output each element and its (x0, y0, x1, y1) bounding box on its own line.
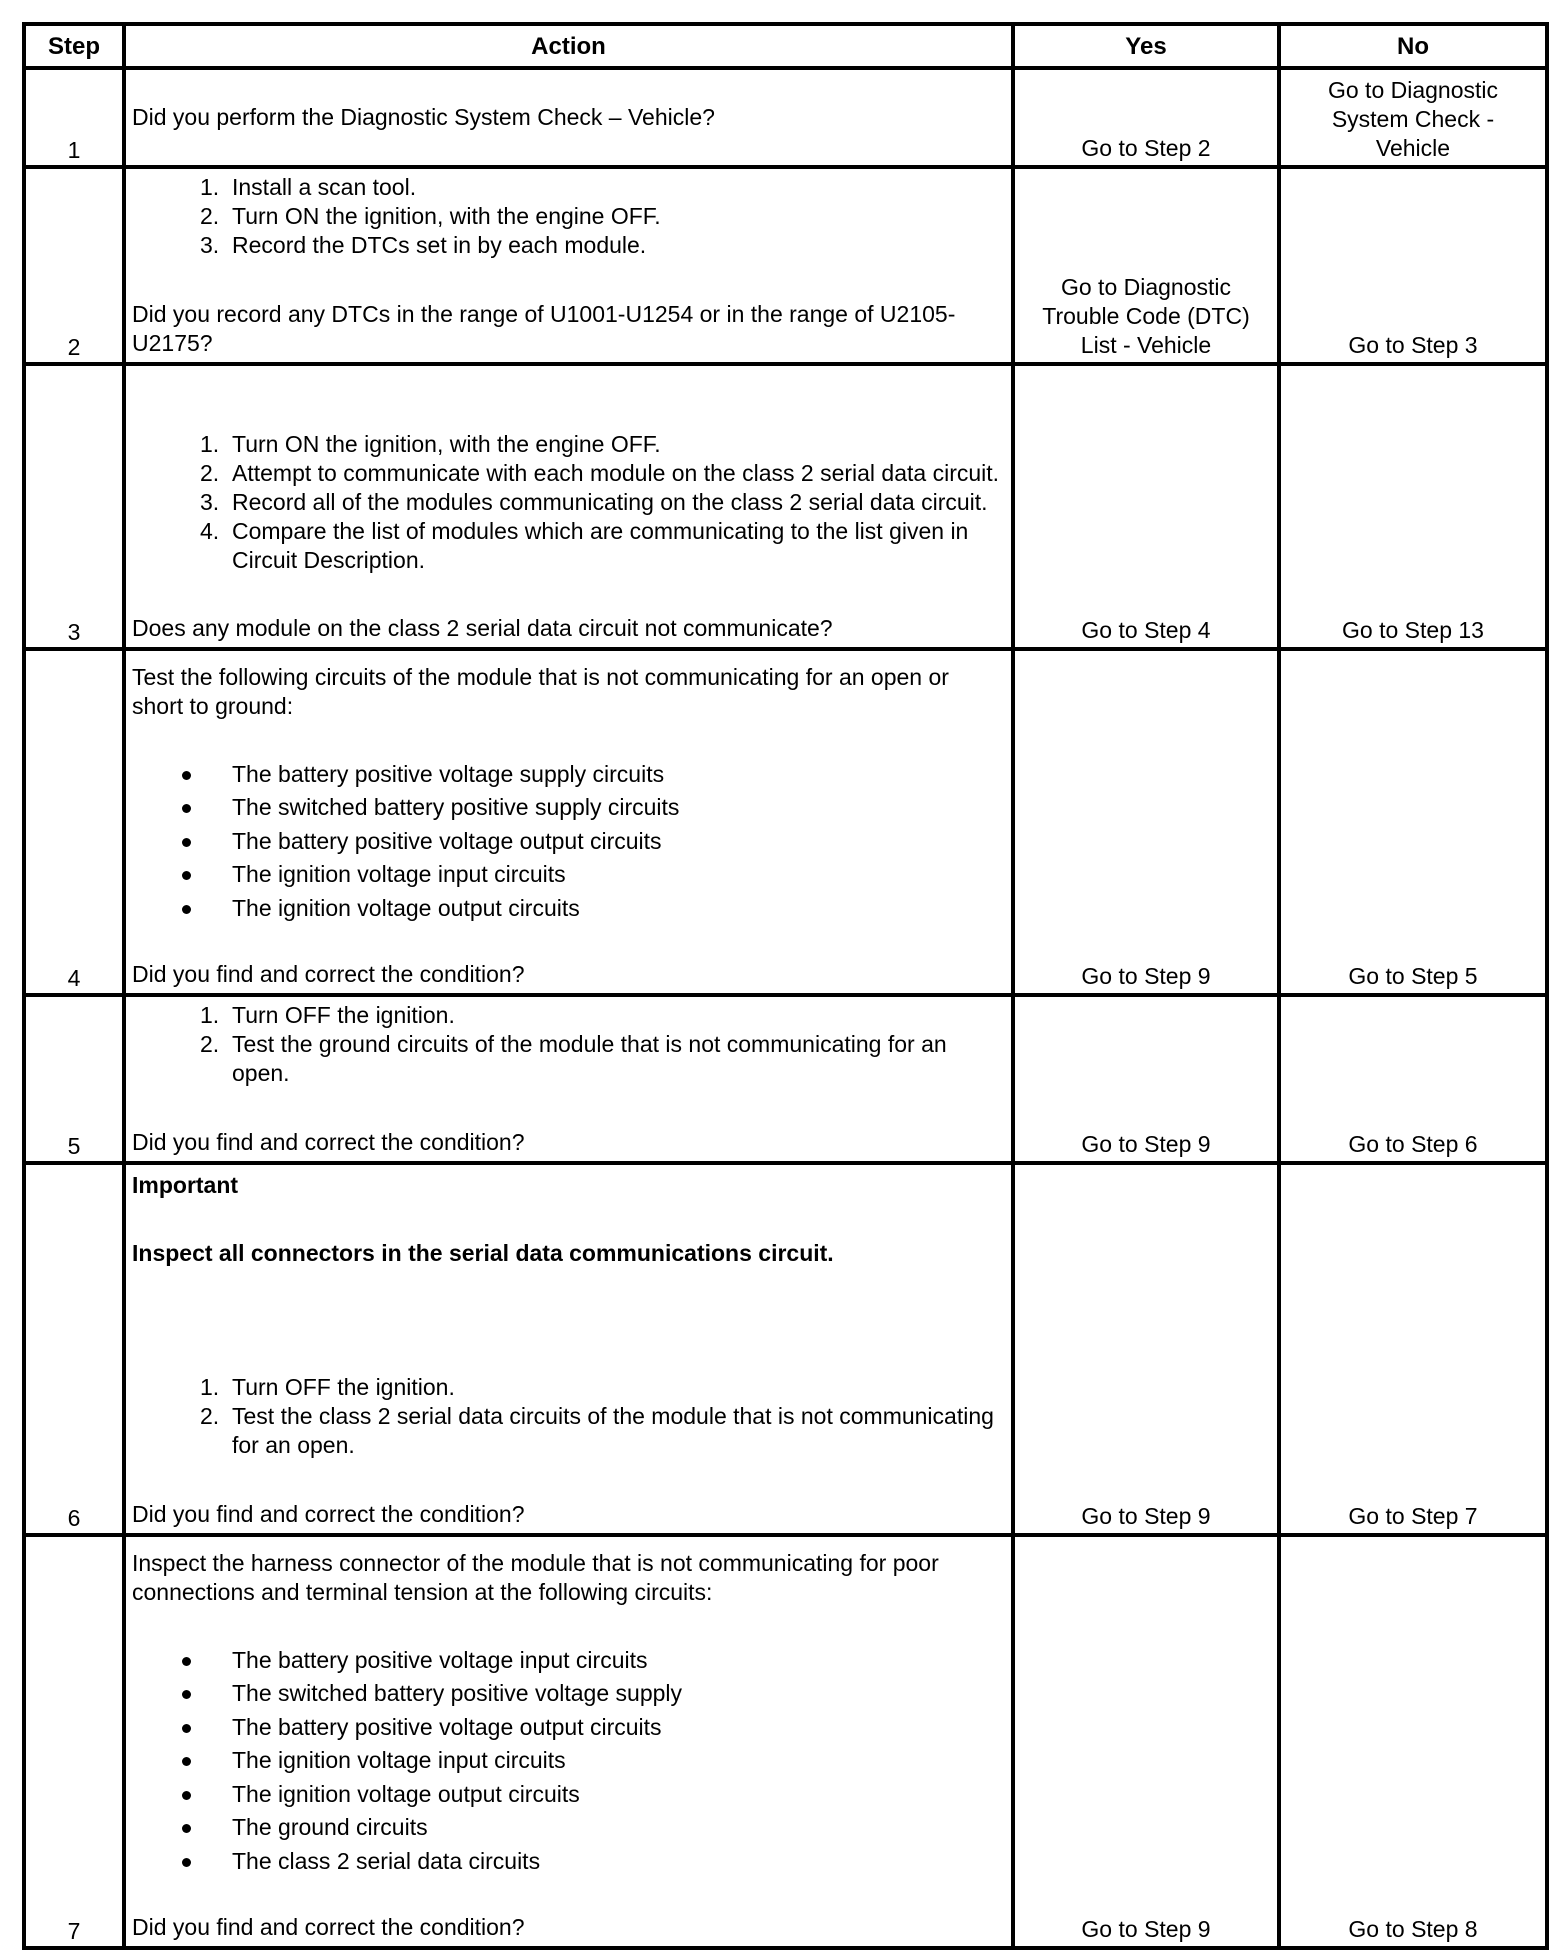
question: Did you find and correct the condition? (132, 1501, 525, 1527)
yes-cell: Go to Step 9 (1013, 1535, 1279, 1948)
list-item: 2. Test the ground circuits of the module that is not communicating for an open. (200, 1031, 947, 1086)
list-item: The ignition voltage output circuits (132, 892, 1001, 926)
numbered-steps (132, 1001, 1001, 1088)
table-row (24, 68, 1547, 167)
action-cell (124, 364, 1013, 649)
header-no: No (1279, 24, 1547, 68)
question: Did you find and correct the condition? (132, 1129, 525, 1155)
step-number: 1 (24, 68, 124, 167)
list-item: 1. Install a scan tool. (200, 174, 417, 200)
step-number: 6 (24, 1163, 124, 1535)
list-item: The battery positive voltage output circuits (132, 1711, 1001, 1745)
step-number: 3 (24, 364, 124, 649)
yes-cell: Go to Step 9 (1013, 649, 1279, 995)
step-number: 5 (24, 995, 124, 1163)
action-cell (124, 649, 1013, 995)
list-item: 1. Turn OFF the ignition. (200, 1002, 455, 1028)
intro-text: Inspect the harness connector of the module that is not communicating for poor connections and terminal tension at the following circuits: (132, 1549, 939, 1605)
table-row (24, 364, 1547, 649)
yes-cell: Go to Step 4 (1013, 364, 1279, 649)
list-item: 1. Turn ON the ignition, with the engine OFF. (200, 431, 661, 457)
list-item: 2. Test the class 2 serial data circuits of the module that is not communicating for an open. (200, 1403, 994, 1458)
list-item: The switched battery positive supply circuits (132, 791, 1001, 825)
header-step: Step (24, 24, 124, 68)
table-row (24, 649, 1547, 995)
bullet-list (132, 758, 1001, 926)
question: Did you find and correct the condition? (132, 961, 525, 987)
diagnostic-table (22, 22, 1549, 1950)
action-cell (124, 68, 1013, 167)
action-cell (124, 167, 1013, 364)
table-row (24, 1163, 1547, 1535)
step-number: 2 (24, 167, 124, 364)
table-row (24, 1535, 1547, 1948)
numbered-steps (132, 173, 1001, 260)
list-item: The ignition voltage output circuits (132, 1778, 1001, 1812)
no-cell: Go to Diagnostic System Check - Vehicle (1279, 68, 1547, 167)
yes-cell: Go to Step 2 (1013, 68, 1279, 167)
action-cell (124, 995, 1013, 1163)
header-row (24, 24, 1547, 68)
question: Did you perform the Diagnostic System Check – Vehicle? (132, 104, 715, 130)
table-row (24, 995, 1547, 1163)
list-item: 3. Record the DTCs set in by each module. (200, 232, 647, 258)
important-text: Inspect all connectors in the serial data communications circuit. (132, 1240, 834, 1266)
no-cell: Go to Step 5 (1279, 649, 1547, 995)
list-item: The battery positive voltage supply circuits (132, 758, 1001, 792)
intro-text: Test the following circuits of the module that is not communicating for an open or short to ground: (132, 663, 949, 719)
no-cell: Go to Step 8 (1279, 1535, 1547, 1948)
no-cell: Go to Step 6 (1279, 995, 1547, 1163)
question: Did you find and correct the condition? (132, 1914, 525, 1940)
list-item: 2. Attempt to communicate with each module on the class 2 serial data circuit. (200, 460, 1000, 486)
list-item: The class 2 serial data circuits (132, 1845, 1001, 1879)
question: Did you record any DTCs in the range of U1001-U1254 or in the range of U2105-U2175? (132, 301, 956, 356)
list-item: The battery positive voltage output circuits (132, 825, 1001, 859)
list-item: The switched battery positive voltage supply (132, 1677, 1001, 1711)
important-label: Important (132, 1172, 239, 1198)
list-item: 4. Compare the list of modules which are communicating to the list given in Circuit Description. (200, 518, 969, 573)
numbered-steps (132, 1373, 1001, 1460)
no-cell: Go to Step 7 (1279, 1163, 1547, 1535)
header-yes: Yes (1013, 24, 1279, 68)
yes-cell: Go to Step 9 (1013, 995, 1279, 1163)
list-item: The battery positive voltage input circuits (132, 1644, 1001, 1678)
list-item: The ignition voltage input circuits (132, 1744, 1001, 1778)
action-cell (124, 1163, 1013, 1535)
yes-cell: Go to Diagnostic Trouble Code (DTC) List - Vehicle (1013, 167, 1279, 364)
step-number: 7 (24, 1535, 124, 1948)
numbered-steps (132, 430, 1001, 575)
question: Does any module on the class 2 serial data circuit not communicate? (132, 615, 833, 641)
list-item: 3. Record all of the modules communicating on the class 2 serial data circuit. (200, 489, 988, 515)
no-cell: Go to Step 13 (1279, 364, 1547, 649)
step-number: 4 (24, 649, 124, 995)
yes-cell: Go to Step 9 (1013, 1163, 1279, 1535)
list-item: 2. Turn ON the ignition, with the engine OFF. (200, 203, 661, 229)
header-action: Action (124, 24, 1013, 68)
list-item: 1. Turn OFF the ignition. (200, 1374, 455, 1400)
table-row (24, 167, 1547, 364)
bullet-list (132, 1644, 1001, 1879)
no-cell: Go to Step 3 (1279, 167, 1547, 364)
list-item: The ground circuits (132, 1811, 1001, 1845)
action-cell (124, 1535, 1013, 1948)
list-item: The ignition voltage input circuits (132, 858, 1001, 892)
